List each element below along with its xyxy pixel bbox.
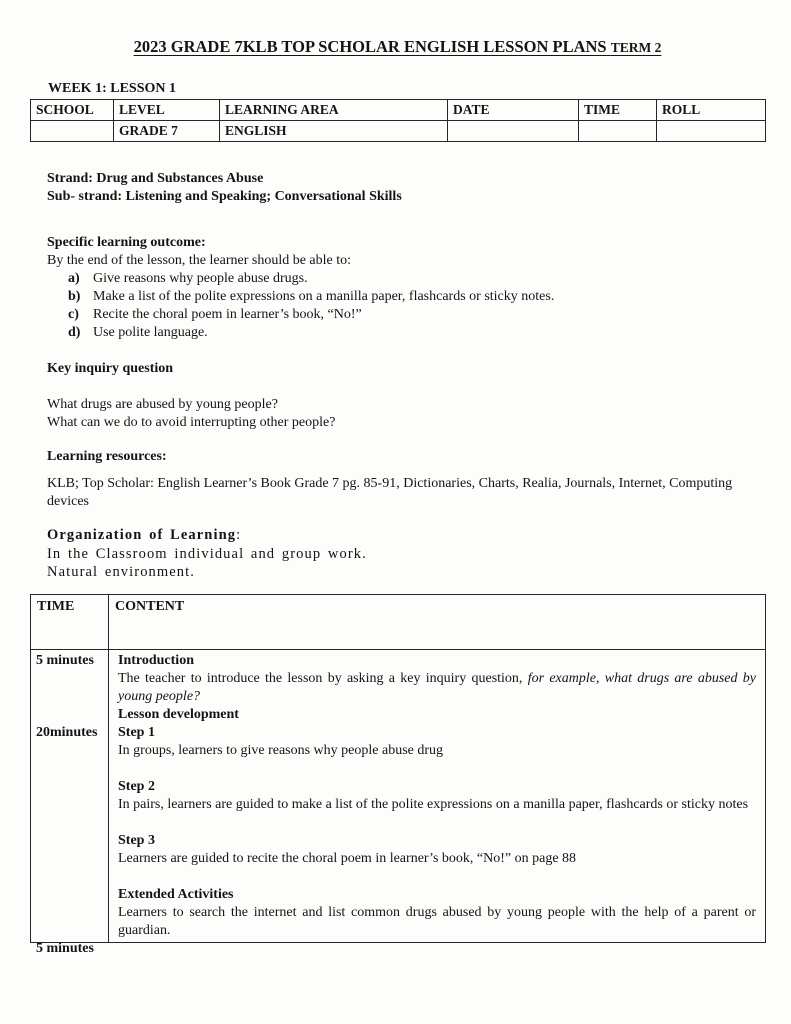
- outcome-label-a: a): [68, 271, 80, 286]
- inquiry-question-1: What drugs are abused by young people?: [47, 397, 278, 412]
- document-title: [30, 36, 765, 59]
- organization-heading: Organization of Learning: [47, 527, 237, 543]
- time-column-cell: [31, 649, 109, 956]
- organization-section: [47, 526, 765, 582]
- outcome-item-d: [47, 324, 765, 342]
- resources-heading: Learning resources:: [47, 449, 167, 464]
- outcome-text-c: Recite the choral poem in learner’s book, “No!”: [93, 307, 362, 322]
- info-table-header-row: [31, 100, 766, 121]
- info-table: [30, 99, 766, 142]
- info-value-roll: [657, 121, 766, 142]
- organization-line-1: In the Classroom individual and group work.: [47, 545, 367, 562]
- lesson-header-time: TIME: [31, 594, 109, 649]
- resources-section: [47, 448, 765, 511]
- content-extended-text: Learners to search the internet and list common drugs abused by young people with the help of a parent or guardian.: [118, 904, 756, 938]
- content-step1-text: In groups, learners to give reasons why people abuse drug: [118, 742, 444, 758]
- info-table-value-row: [31, 121, 766, 142]
- content-step3-text: Learners are guided to recite the choral poem in learner’s book, “No!” on page 88: [118, 850, 577, 866]
- organization-heading-colon: :: [236, 527, 242, 543]
- outcome-item-a: [47, 270, 765, 288]
- content-column-cell: [109, 649, 766, 942]
- info-header-level: LEVEL: [114, 100, 220, 121]
- week-lesson-heading: WEEK 1: LESSON 1: [48, 81, 176, 96]
- info-header-learning-area: LEARNING AREA: [220, 100, 448, 121]
- outcome-label-b: b): [68, 289, 81, 304]
- info-value-time: [579, 121, 657, 142]
- strand-line: Strand: Drug and Substances Abuse: [47, 171, 264, 186]
- outcome-text-d: Use polite language.: [93, 325, 208, 340]
- content-extended-heading: Extended Activities: [118, 886, 234, 902]
- content-spacer: [118, 868, 756, 886]
- info-header-roll: ROLL: [657, 100, 766, 121]
- lesson-header-content: CONTENT: [109, 594, 766, 649]
- content-intro-italic: for example, what drugs are abused by young people?: [118, 670, 756, 704]
- document-title-term: TERM 2: [610, 40, 662, 55]
- document-title-main: 2023 GRADE 7KLB TOP SCHOLAR ENGLISH LESSON PLANS: [133, 37, 607, 56]
- info-value-level: GRADE 7: [114, 121, 220, 142]
- resources-text: KLB; Top Scholar: English Learner’s Book Grade 7 pg. 85-91, Dictionaries, Charts, Realia, Journals, Internet, Computing devices: [47, 476, 733, 509]
- info-header-time: TIME: [579, 100, 657, 121]
- content-lesson-dev-heading: Lesson development: [118, 706, 239, 722]
- content-step2-text: In pairs, learners are guided to make a list of the polite expressions on a manilla paper, flashcards or sticky notes: [118, 796, 749, 812]
- lesson-table: [30, 594, 766, 956]
- sub-strand-line: Sub- strand: Listening and Speaking; Conversational Skills: [47, 189, 402, 204]
- content-step1-heading: Step 1: [118, 724, 155, 740]
- outcome-text-a: Give reasons why people abuse drugs.: [93, 271, 308, 286]
- content-step3-heading: Step 3: [118, 832, 155, 848]
- outcome-text-b: Make a list of the polite expressions on a manilla paper, flashcards or sticky notes.: [93, 289, 555, 304]
- info-header-school: SCHOOL: [31, 100, 114, 121]
- time-label-extended: 5 minutes: [36, 940, 94, 956]
- outcome-label-c: c): [68, 307, 79, 322]
- content-intro-text: [118, 670, 756, 706]
- outcomes-section: [47, 234, 765, 342]
- key-inquiry-heading: Key inquiry question: [47, 361, 174, 376]
- organization-heading-line: [47, 526, 765, 545]
- lesson-table-body-row: [31, 649, 766, 942]
- key-inquiry-questions: [47, 396, 765, 432]
- info-value-date: [448, 121, 579, 142]
- outcome-item-b: [47, 288, 765, 306]
- info-value-learning-area: ENGLISH: [220, 121, 448, 142]
- info-value-school: [31, 121, 114, 142]
- content-intro-heading: Introduction: [118, 652, 194, 668]
- key-inquiry-section: [47, 360, 765, 432]
- organization-line-2: Natural environment.: [47, 564, 196, 580]
- inquiry-question-2: What can we do to avoid interrupting other people?: [47, 415, 336, 430]
- info-header-date: DATE: [448, 100, 579, 121]
- outcomes-intro: By the end of the lesson, the learner should be able to:: [47, 253, 352, 268]
- strand-section: [47, 170, 765, 206]
- outcomes-heading: Specific learning outcome:: [47, 235, 206, 250]
- lesson-table-header-row: [31, 594, 766, 649]
- content-spacer: [118, 814, 756, 832]
- time-label-intro: 5 minutes: [36, 652, 94, 668]
- content-step2-heading: Step 2: [118, 778, 155, 794]
- outcome-label-d: d): [68, 325, 81, 340]
- outcome-item-c: [47, 306, 765, 324]
- content-intro-normal: The teacher to introduce the lesson by asking a key inquiry question,: [118, 670, 528, 686]
- content-spacer: [118, 760, 756, 778]
- time-label-development: 20minutes: [36, 724, 98, 740]
